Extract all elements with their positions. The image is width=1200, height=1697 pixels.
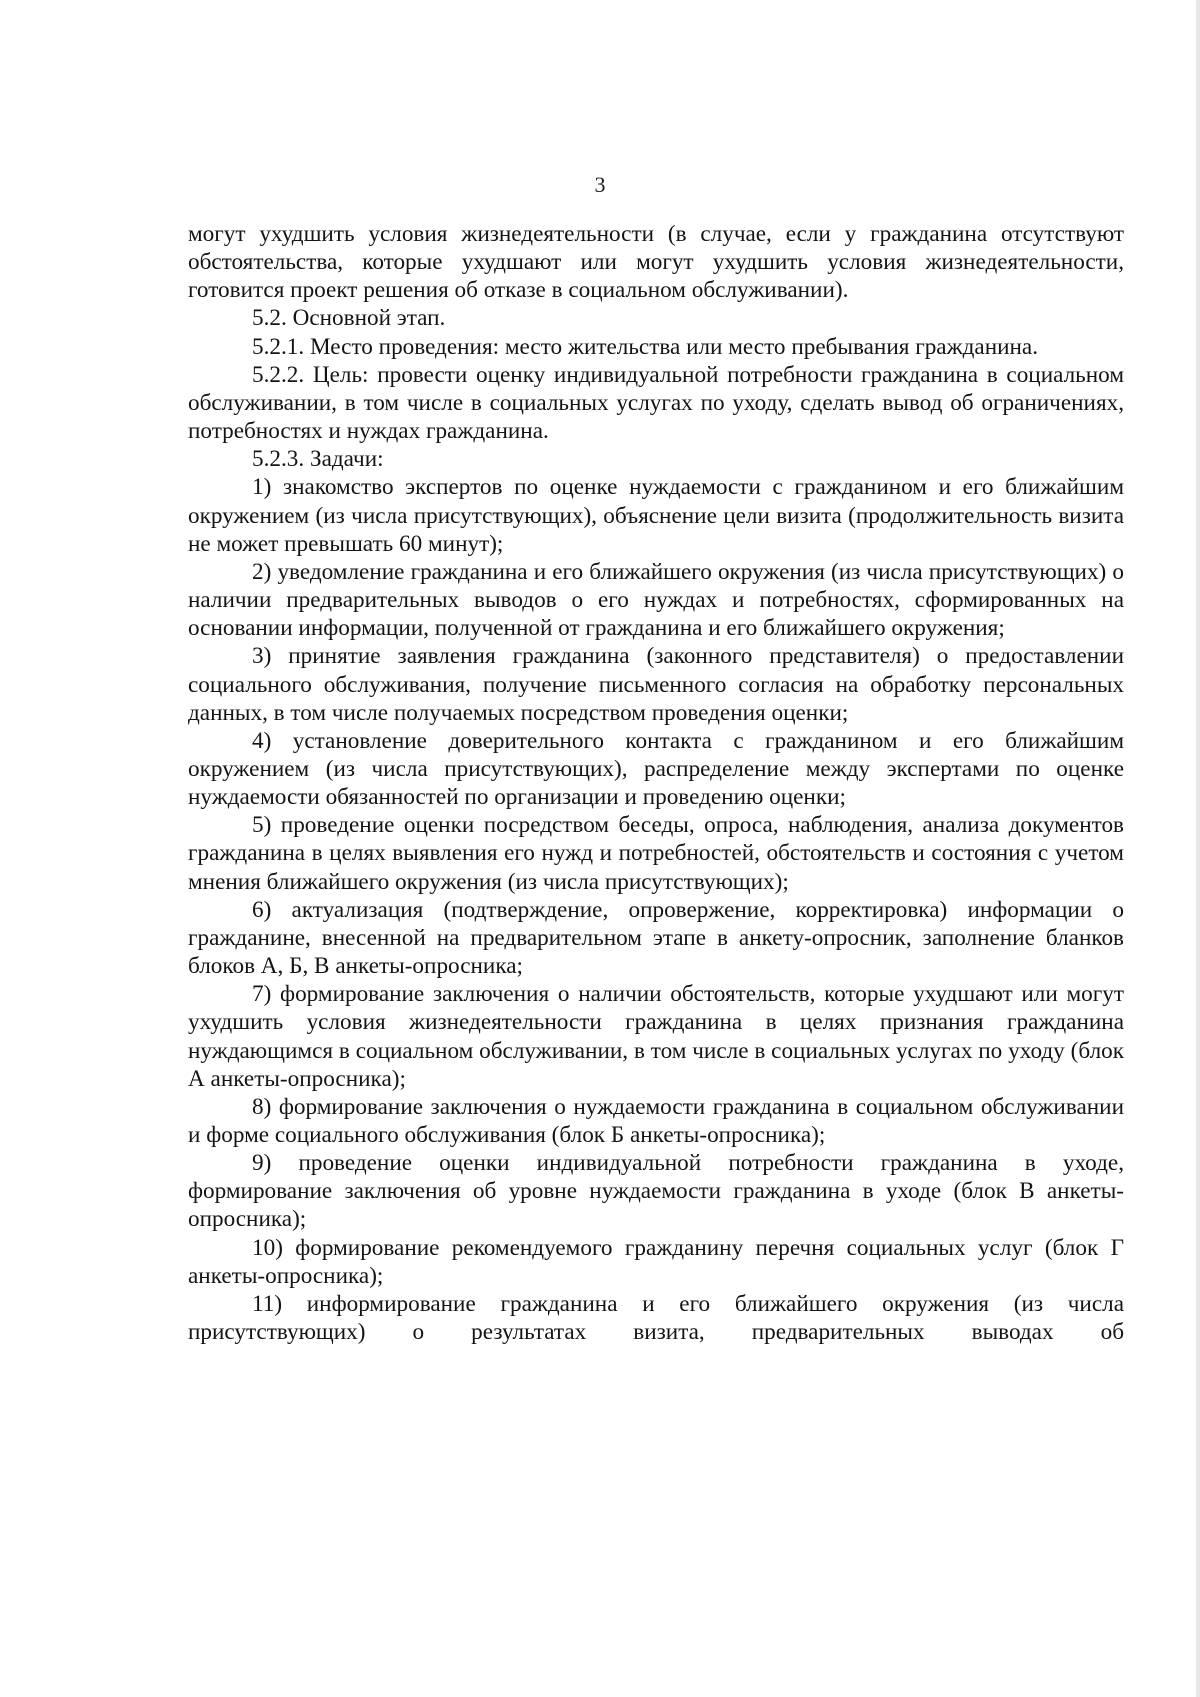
list-item-2: 2) уведомление гражданина и его ближайшего окружения (из числа присутствующих) о наличии предварительных выводов о его нуждах и потребностях, сформированных на основании информации, полученной от гражданина и его ближайшего окружения;	[188, 558, 1124, 642]
list-item-9: 9) проведение оценки индивидуальной потребности гражданина в уходе, формирование заключения об уровне нуждаемости гражданина в уходе (блок В анкеты-опросника);	[188, 1150, 1124, 1233]
section-heading-5-2: 5.2. Основной этап.	[252, 305, 446, 332]
list-item-8: 8) формирование заключения о нуждаемости гражданина в социальном обслуживании и форме социального обслуживания (блок Б анкеты-опросника);	[188, 1093, 1124, 1148]
list-item-11: 11) информирование гражданина и его ближайшего окружения (из числа присутствующих) о результатах визита, предварительных выводах об	[188, 1290, 1124, 1346]
page-number: 3	[594, 172, 606, 197]
list-item-1: 1) знакомство экспертов по оценке нуждаемости с гражданином и его ближайшим окружением (из числа присутствующих), объяснение цели визита (продолжительность визита не может превышать 60 минут);	[188, 474, 1124, 557]
list-item-10: 10) формирование рекомендуемого гражданину перечня социальных услуг (блок Г анкеты-опросника);	[188, 1234, 1124, 1289]
paragraph-5-2-1: 5.2.1. Место проведения: место жительства или место пребывания гражданина.	[252, 333, 1039, 360]
document-body	[188, 220, 1124, 1346]
list-item-7: 7) формирование заключения о наличии обстоятельств, которые ухудшают или могут ухудшить условия жизнедеятельности гражданина в целях признания гражданина нуждающимся в социальном обслуживании, в том числе в социальных услугах по уходу (блок А анкеты-опросника);	[188, 981, 1124, 1092]
paragraph-5-2-2: 5.2.2. Цель: провести оценку индивидуальной потребности гражданина в социальном обслуживании, в том числе в социальных услугах по уходу, сделать вывод об ограничениях, потребностях и нуждах гражданина.	[188, 361, 1124, 445]
list-item-3: 3) принятие заявления гражданина (законного представителя) о предоставлении социального обслуживания, получение письменного согласия на обработку персональных данных, в том числе получаемых посредством проведения оценки;	[188, 643, 1124, 726]
list-item-4: 4) установление доверительного контакта с гражданином и его ближайшим окружением (из числа присутствующих), распределение между экспертами по оценке нуждаемости обязанностей по организации и проведению оценки;	[188, 727, 1124, 811]
paragraph-5-2-3: 5.2.3. Задачи:	[252, 446, 384, 473]
list-item-5: 5) проведение оценки посредством беседы, опроса, наблюдения, анализа документов гражданина в целях выявления его нужд и потребностей, обстоятельств и состояния с учетом мнения ближайшего окружения (из числа присутствующих);	[188, 812, 1124, 895]
paragraph-continuation: могут ухудшить условия жизнедеятельности (в случае, если у гражданина отсутствуют обстоятельства, которые ухудшают или могут ухудшить условия жизнедеятельности, готовится проект решения об отказе в социальном обслуживании).	[188, 221, 1124, 304]
list-item-6: 6) актуализация (подтверждение, опровержение, корректировка) информации о гражданине, внесенной на предварительном этапе в анкету-опросник, заполнение бланков блоков А, Б, В анкеты-опросника;	[188, 896, 1124, 980]
